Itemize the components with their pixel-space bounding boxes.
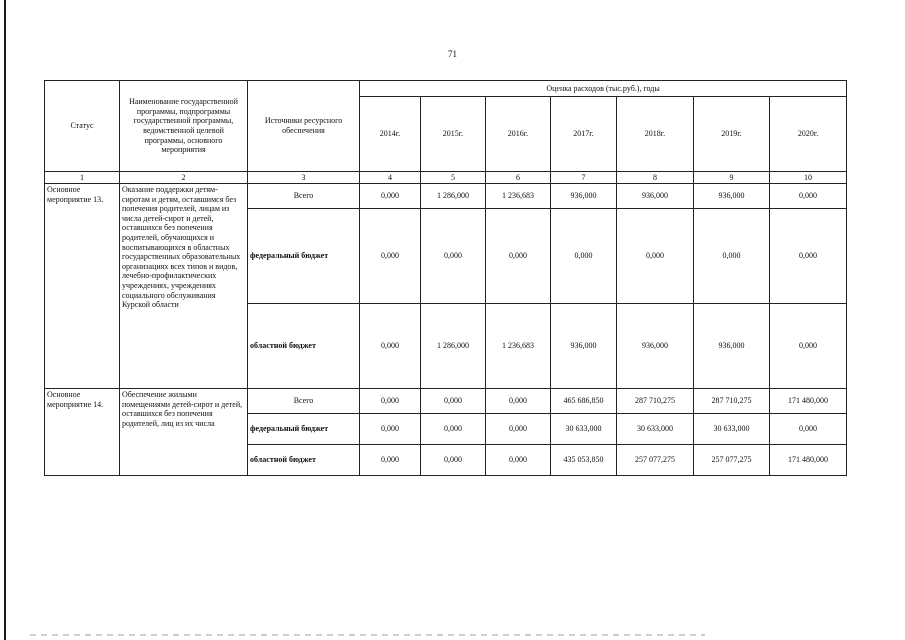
value-cell: 0,000 — [486, 209, 551, 304]
budget-table — [44, 80, 847, 476]
header-year: 2015г. — [421, 97, 486, 172]
page-border — [4, 0, 6, 640]
value-cell: 0,000 — [360, 209, 421, 304]
value-cell: 465 686,850 — [551, 389, 617, 414]
value-cell: 287 710,275 — [617, 389, 694, 414]
value-cell: 0,000 — [421, 414, 486, 445]
value-cell: 0,000 — [770, 414, 847, 445]
value-cell: 1 286,000 — [421, 304, 486, 389]
page-number: 71 — [448, 49, 457, 59]
column-number: 10 — [770, 172, 847, 184]
value-cell: 936,000 — [694, 184, 770, 209]
value-cell: 0,000 — [486, 414, 551, 445]
table-row — [45, 184, 847, 209]
header-year: 2016г. — [486, 97, 551, 172]
source-cell: федеральный бюджет — [248, 414, 360, 445]
header-name: Наименование государственной программы, подпрограммы государственной программы, ведомственной целевой программы, основного мероприятия — [120, 81, 248, 172]
column-number: 8 — [617, 172, 694, 184]
value-cell: 0,000 — [360, 184, 421, 209]
value-cell: 30 633,000 — [551, 414, 617, 445]
value-cell: 0,000 — [770, 304, 847, 389]
table-row — [45, 389, 847, 414]
name-cell: Обеспечение жилыми помещениями детей-сирот и детей, оставшихся без попечения родителей, лиц из их числа — [120, 389, 248, 476]
value-cell: 257 077,275 — [694, 445, 770, 476]
column-number: 2 — [120, 172, 248, 184]
value-cell: 171 480,000 — [770, 389, 847, 414]
value-cell: 0,000 — [770, 209, 847, 304]
header-year: 2018г. — [617, 97, 694, 172]
header-year: 2020г. — [770, 97, 847, 172]
value-cell: 0,000 — [486, 445, 551, 476]
column-number: 9 — [694, 172, 770, 184]
header-year: 2019г. — [694, 97, 770, 172]
source-cell: федеральный бюджет — [248, 209, 360, 304]
source-cell: Всего — [248, 389, 360, 414]
header-sources: Источники ресурсного обеспечения — [248, 81, 360, 172]
value-cell: 0,000 — [360, 445, 421, 476]
column-number: 1 — [45, 172, 120, 184]
value-cell: 1 286,000 — [421, 184, 486, 209]
value-cell: 936,000 — [551, 184, 617, 209]
value-cell: 1 236,683 — [486, 184, 551, 209]
value-cell: 1 236,683 — [486, 304, 551, 389]
value-cell: 30 633,000 — [694, 414, 770, 445]
scan-artifact — [30, 634, 705, 636]
status-cell: Основное мероприятие 14. — [45, 389, 120, 476]
value-cell: 0,000 — [360, 304, 421, 389]
name-cell: Оказание поддержки детям-сиротам и детям, оставшимся без попечения родителей, лицам из числа детей-сирот и детей, оставшихся без попечения родителей, обучающихся и воспитывающихся в областных государственных образовательных организациях всех типов и видов, лечебно-профилактических учреждениях, учреждениях социального обслуживания Курской области — [120, 184, 248, 389]
value-cell: 30 633,000 — [617, 414, 694, 445]
value-cell: 0,000 — [551, 209, 617, 304]
header-row — [45, 81, 847, 97]
value-cell: 0,000 — [617, 209, 694, 304]
header-year: 2017г. — [551, 97, 617, 172]
value-cell: 257 077,275 — [617, 445, 694, 476]
value-cell: 0,000 — [770, 184, 847, 209]
source-cell: областной бюджет — [248, 445, 360, 476]
value-cell: 936,000 — [617, 304, 694, 389]
value-cell: 171 480,000 — [770, 445, 847, 476]
value-cell: 0,000 — [486, 389, 551, 414]
value-cell: 0,000 — [421, 389, 486, 414]
value-cell: 0,000 — [360, 389, 421, 414]
status-cell: Основное мероприятие 13. — [45, 184, 120, 389]
column-number: 5 — [421, 172, 486, 184]
column-number: 7 — [551, 172, 617, 184]
value-cell: 0,000 — [360, 414, 421, 445]
value-cell: 0,000 — [421, 209, 486, 304]
value-cell: 0,000 — [421, 445, 486, 476]
header-status: Статус — [45, 81, 120, 172]
value-cell: 435 053,850 — [551, 445, 617, 476]
value-cell: 936,000 — [617, 184, 694, 209]
source-cell: Всего — [248, 184, 360, 209]
column-number: 3 — [248, 172, 360, 184]
header-costs: Оценка расходов (тыс.руб.), годы — [360, 81, 847, 97]
column-number-row — [45, 172, 847, 184]
column-number: 4 — [360, 172, 421, 184]
source-cell: областной бюджет — [248, 304, 360, 389]
value-cell: 0,000 — [694, 209, 770, 304]
header-year: 2014г. — [360, 97, 421, 172]
value-cell: 287 710,275 — [694, 389, 770, 414]
value-cell: 936,000 — [551, 304, 617, 389]
value-cell: 936,000 — [694, 304, 770, 389]
column-number: 6 — [486, 172, 551, 184]
